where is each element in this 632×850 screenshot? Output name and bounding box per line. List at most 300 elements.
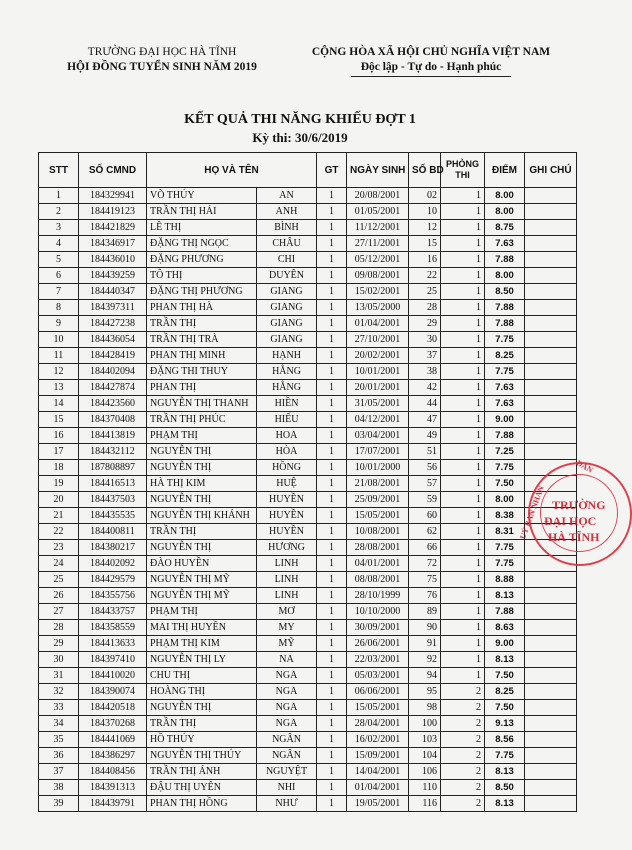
table-row [39,556,577,572]
cell-stt: 19 [39,476,79,492]
cell-sbd: 75 [409,572,441,588]
cell-note [525,700,577,716]
cell-cmnd: 184380217 [79,540,147,556]
cell-note [525,796,577,812]
cell-note [525,220,577,236]
cell-gender: 1 [317,236,347,252]
cell-sbd: 59 [409,492,441,508]
cell-note [525,268,577,284]
cell-stt: 2 [39,204,79,220]
cell-gender: 1 [317,524,347,540]
cell-room: 1 [441,604,485,620]
cell-cmnd: 184386297 [79,748,147,764]
cell-cmnd: 184413819 [79,428,147,444]
cell-cmnd: 184440347 [79,284,147,300]
cell-score: 7.75 [485,748,525,764]
cell-score: 7.88 [485,428,525,444]
cell-stt: 4 [39,236,79,252]
table-row [39,604,577,620]
cell-score: 7.88 [485,604,525,620]
cell-cmnd: 184400811 [79,524,147,540]
table-row [39,764,577,780]
seal-arc-left: UỶ BAN NHÂN [518,484,546,541]
cell-note [525,668,577,684]
cell-given-name: HIẾU [257,412,317,428]
cell-family-name: LÊ THỊ [147,220,257,236]
cell-family-name: TRẦN THỊ [147,316,257,332]
cell-dob: 03/04/2001 [347,428,409,444]
cell-sbd: 47 [409,412,441,428]
cell-score: 7.75 [485,364,525,380]
cell-cmnd: 187808897 [79,460,147,476]
cell-stt: 33 [39,700,79,716]
cell-gender: 1 [317,700,347,716]
table-row [39,732,577,748]
cell-sbd: 60 [409,508,441,524]
cell-note [525,588,577,604]
cell-gender: 1 [317,492,347,508]
cell-sbd: 42 [409,380,441,396]
cell-stt: 38 [39,780,79,796]
cell-stt: 28 [39,620,79,636]
cell-dob: 28/08/2001 [347,540,409,556]
cell-given-name: AN [257,188,317,204]
table-row [39,684,577,700]
cell-sbd: 38 [409,364,441,380]
cell-stt: 6 [39,268,79,284]
cell-cmnd: 184355756 [79,588,147,604]
cell-given-name: LINH [257,572,317,588]
cell-gender: 1 [317,428,347,444]
cell-room: 1 [441,412,485,428]
cell-cmnd: 184432112 [79,444,147,460]
cell-gender: 1 [317,588,347,604]
cell-family-name: ĐẬU THỊ UYÊN [147,780,257,796]
cell-room: 1 [441,652,485,668]
motto: Độc lập - Tự do - Hạnh phúc [360,61,502,73]
cell-cmnd: 184436054 [79,332,147,348]
cell-sbd: 57 [409,476,441,492]
cell-room: 1 [441,476,485,492]
cell-sbd: 10 [409,204,441,220]
table-row [39,236,577,252]
cell-dob: 10/01/2001 [347,364,409,380]
cell-gender: 1 [317,188,347,204]
table-row [39,652,577,668]
cell-cmnd: 184420518 [79,700,147,716]
table-row [39,588,577,604]
cell-score: 8.13 [485,796,525,812]
table-row [39,220,577,236]
cell-given-name: HẰNG [257,380,317,396]
cell-gender: 1 [317,748,347,764]
cell-family-name: ĐẶNG PHƯƠNG [147,252,257,268]
cell-room: 1 [441,300,485,316]
cell-cmnd: 184397311 [79,300,147,316]
cell-dob: 05/03/2001 [347,668,409,684]
cell-dob: 08/08/2001 [347,572,409,588]
council-name: HỘI ĐỒNG TUYỂN SINH NĂM 2019 [67,61,257,73]
cell-gender: 1 [317,268,347,284]
cell-stt: 5 [39,252,79,268]
cell-given-name: NA [257,652,317,668]
cell-stt: 39 [39,796,79,812]
cell-gender: 1 [317,380,347,396]
cell-cmnd: 184391313 [79,780,147,796]
cell-family-name: CHU THỊ [147,668,257,684]
cell-stt: 31 [39,668,79,684]
cell-family-name: PHAN THỊ HỒNG [147,796,257,812]
cell-score: 7.63 [485,236,525,252]
cell-stt: 35 [39,732,79,748]
table-row [39,204,577,220]
cell-dob: 15/05/2001 [347,700,409,716]
cell-note [525,364,577,380]
cell-note [525,444,577,460]
table-row [39,284,577,300]
cell-room: 2 [441,684,485,700]
cell-stt: 10 [39,332,79,348]
col-cmnd: SỐ CMND [79,153,147,188]
cell-note [525,620,577,636]
cell-score: 8.00 [485,188,525,204]
cell-room: 1 [441,268,485,284]
cell-sbd: 72 [409,556,441,572]
cell-given-name: NGUYỆT [257,764,317,780]
cell-given-name: MỸ [257,636,317,652]
cell-family-name: ĐÀO HUYỀN [147,556,257,572]
cell-given-name: NGÂN [257,748,317,764]
cell-room: 1 [441,636,485,652]
cell-cmnd: 184408456 [79,764,147,780]
cell-room: 1 [441,380,485,396]
cell-family-name: PHAN THỊ MINH [147,348,257,364]
cell-family-name: TÔ THỊ [147,268,257,284]
cell-note [525,300,577,316]
table-row [39,524,577,540]
col-note: GHI CHÚ [525,153,577,188]
cell-family-name: ĐẶNG THI THUY [147,364,257,380]
col-room-line2: THI [455,170,470,180]
cell-stt: 37 [39,764,79,780]
cell-given-name: HƯƠNG [257,540,317,556]
col-room [441,153,485,188]
table-row [39,252,577,268]
cell-note [525,684,577,700]
table-row [39,620,577,636]
cell-dob: 04/12/2001 [347,412,409,428]
cell-score: 8.56 [485,732,525,748]
national-motto-header [300,46,562,77]
cell-dob: 30/09/2001 [347,620,409,636]
cell-given-name: DUYÊN [257,268,317,284]
cell-family-name: NGUYỄN THỊ [147,492,257,508]
cell-note [525,732,577,748]
cell-gender: 1 [317,796,347,812]
cell-cmnd: 184428419 [79,348,147,364]
cell-dob: 10/01/2000 [347,460,409,476]
cell-note [525,572,577,588]
cell-given-name: NGÂN [257,732,317,748]
cell-family-name: NGUYỄN THỊ [147,540,257,556]
cell-sbd: 16 [409,252,441,268]
cell-stt: 32 [39,684,79,700]
cell-given-name: HOA [257,428,317,444]
cell-family-name: NGUYỄN THỊ [147,444,257,460]
cell-score: 9.00 [485,412,525,428]
cell-stt: 18 [39,460,79,476]
cell-score: 8.63 [485,620,525,636]
cell-cmnd: 184329941 [79,188,147,204]
cell-sbd: 116 [409,796,441,812]
cell-gender: 1 [317,764,347,780]
table-row [39,508,577,524]
results-table [38,152,577,812]
cell-score: 7.88 [485,300,525,316]
cell-family-name: HÀ THỊ KIM [147,476,257,492]
cell-room: 1 [441,428,485,444]
cell-stt: 11 [39,348,79,364]
cell-room: 1 [441,284,485,300]
cell-stt: 29 [39,636,79,652]
cell-cmnd: 184416513 [79,476,147,492]
cell-dob: 15/05/2001 [347,508,409,524]
cell-score: 8.25 [485,684,525,700]
cell-gender: 1 [317,716,347,732]
cell-given-name: NGA [257,668,317,684]
cell-family-name: TRẦN THỊ PHÚC [147,412,257,428]
cell-stt: 15 [39,412,79,428]
document-title: KẾT QUẢ THI NĂNG KHIẾU ĐỢT 1 [184,112,416,127]
table-row [39,188,577,204]
cell-room: 2 [441,748,485,764]
table-row [39,700,577,716]
cell-sbd: 110 [409,780,441,796]
cell-cmnd: 184423560 [79,396,147,412]
cell-dob: 19/05/2001 [347,796,409,812]
cell-score: 7.75 [485,556,525,572]
cell-gender: 1 [317,348,347,364]
cell-dob: 10/10/2000 [347,604,409,620]
cell-gender: 1 [317,204,347,220]
cell-given-name: HỒNG [257,460,317,476]
cell-sbd: 89 [409,604,441,620]
cell-cmnd: 184402092 [79,556,147,572]
cell-given-name: HUYỀN [257,524,317,540]
cell-sbd: 29 [409,316,441,332]
cell-dob: 05/12/2001 [347,252,409,268]
cell-sbd: 37 [409,348,441,364]
cell-dob: 21/08/2001 [347,476,409,492]
cell-family-name: PHAN THỊ [147,380,257,396]
exam-date: Kỳ thi: 30/6/2019 [252,130,348,145]
cell-dob: 01/04/2001 [347,316,409,332]
cell-room: 2 [441,700,485,716]
cell-given-name: NGA [257,716,317,732]
cell-given-name: LINH [257,556,317,572]
cell-sbd: 100 [409,716,441,732]
cell-room: 1 [441,252,485,268]
cell-given-name: GIANG [257,300,317,316]
cell-stt: 1 [39,188,79,204]
cell-sbd: 66 [409,540,441,556]
cell-sbd: 15 [409,236,441,252]
cell-stt: 24 [39,556,79,572]
cell-stt: 12 [39,364,79,380]
cell-family-name: TRẦN THỊ [147,524,257,540]
cell-given-name: GIANG [257,284,317,300]
cell-room: 2 [441,732,485,748]
cell-room: 1 [441,540,485,556]
cell-stt: 16 [39,428,79,444]
cell-sbd: 91 [409,636,441,652]
cell-family-name: PHẠM THỊ [147,604,257,620]
cell-stt: 8 [39,300,79,316]
cell-given-name: BÌNH [257,220,317,236]
cell-gender: 1 [317,220,347,236]
cell-given-name: HẠNH [257,348,317,364]
cell-stt: 30 [39,652,79,668]
cell-given-name: NHI [257,780,317,796]
cell-room: 1 [441,524,485,540]
cell-room: 1 [441,556,485,572]
cell-dob: 16/02/2001 [347,732,409,748]
table-row [39,748,577,764]
cell-family-name: NGUYỄN THỊ MỸ [147,588,257,604]
cell-score: 7.75 [485,540,525,556]
cell-gender: 1 [317,412,347,428]
table-row [39,476,577,492]
cell-stt: 3 [39,220,79,236]
cell-gender: 1 [317,476,347,492]
cell-room: 1 [441,348,485,364]
cell-note [525,396,577,412]
cell-sbd: 56 [409,460,441,476]
cell-score: 7.50 [485,668,525,684]
cell-score: 7.75 [485,460,525,476]
cell-room: 1 [441,332,485,348]
col-sbd: SỐ BD [409,153,441,188]
table-row [39,380,577,396]
cell-family-name: TRẦN THỊ ÁNH [147,764,257,780]
table-row [39,364,577,380]
cell-score: 8.00 [485,268,525,284]
cell-score: 8.00 [485,492,525,508]
cell-family-name: MAI THỊ HUYỀN [147,620,257,636]
cell-sbd: 12 [409,220,441,236]
cell-stt: 17 [39,444,79,460]
cell-cmnd: 184390074 [79,684,147,700]
cell-dob: 17/07/2001 [347,444,409,460]
table-row [39,396,577,412]
cell-sbd: 92 [409,652,441,668]
cell-cmnd: 184419123 [79,204,147,220]
cell-family-name: ĐẶNG THỊ NGỌC [147,236,257,252]
cell-room: 1 [441,668,485,684]
cell-sbd: 51 [409,444,441,460]
cell-given-name: HUỆ [257,476,317,492]
cell-gender: 1 [317,684,347,700]
motto-underline [351,76,511,77]
cell-sbd: 76 [409,588,441,604]
cell-given-name: NHƯ [257,796,317,812]
table-row [39,540,577,556]
cell-room: 1 [441,492,485,508]
cell-gender: 1 [317,460,347,476]
seal-line1: TRƯỜNG [552,498,606,512]
table-row [39,412,577,428]
table-row [39,268,577,284]
cell-dob: 20/01/2001 [347,380,409,396]
cell-family-name: TRẦN THỊ [147,716,257,732]
cell-score: 8.00 [485,204,525,220]
cell-note [525,780,577,796]
cell-room: 1 [441,572,485,588]
cell-score: 7.50 [485,700,525,716]
cell-stt: 25 [39,572,79,588]
cell-dob: 28/10/1999 [347,588,409,604]
cell-cmnd: 184427874 [79,380,147,396]
cell-dob: 01/04/2001 [347,780,409,796]
cell-note [525,332,577,348]
cell-gender: 1 [317,668,347,684]
cell-room: 1 [441,508,485,524]
seal-line3: HÀ TĨNH [548,530,600,544]
cell-gender: 1 [317,364,347,380]
cell-room: 1 [441,396,485,412]
cell-room: 1 [441,460,485,476]
country-name: CỘNG HÒA XÃ HỘI CHỦ NGHĨA VIỆT NAM [311,46,551,58]
cell-family-name: PHAN THỊ HÀ [147,300,257,316]
cell-dob: 26/06/2001 [347,636,409,652]
cell-gender: 1 [317,508,347,524]
cell-sbd: 44 [409,396,441,412]
table-row [39,444,577,460]
official-seal [518,458,632,566]
cell-score: 8.88 [485,572,525,588]
cell-note [525,348,577,364]
cell-given-name: HÒA [257,444,317,460]
table-row [39,332,577,348]
cell-dob: 04/01/2001 [347,556,409,572]
col-gender: GT [317,153,347,188]
cell-cmnd: 184346917 [79,236,147,252]
cell-family-name: HỒ THÚY [147,732,257,748]
cell-note [525,316,577,332]
cell-gender: 1 [317,572,347,588]
cell-score: 7.75 [485,332,525,348]
cell-note [525,428,577,444]
cell-stt: 34 [39,716,79,732]
cell-family-name: NGUYỄN THỊ THANH [147,396,257,412]
cell-note [525,284,577,300]
cell-family-name: NGUYỄN THỊ THÚY [147,748,257,764]
cell-dob: 27/10/2001 [347,332,409,348]
cell-given-name: CHÂU [257,236,317,252]
table-row [39,668,577,684]
cell-room: 2 [441,764,485,780]
cell-stt: 26 [39,588,79,604]
cell-sbd: 28 [409,300,441,316]
cell-cmnd: 184433757 [79,604,147,620]
cell-family-name: VÕ THÚY [147,188,257,204]
cell-note [525,204,577,220]
cell-room: 1 [441,588,485,604]
cell-gender: 1 [317,732,347,748]
cell-score: 8.13 [485,588,525,604]
cell-room: 1 [441,444,485,460]
col-name: HỌ VÀ TÊN [147,153,317,188]
